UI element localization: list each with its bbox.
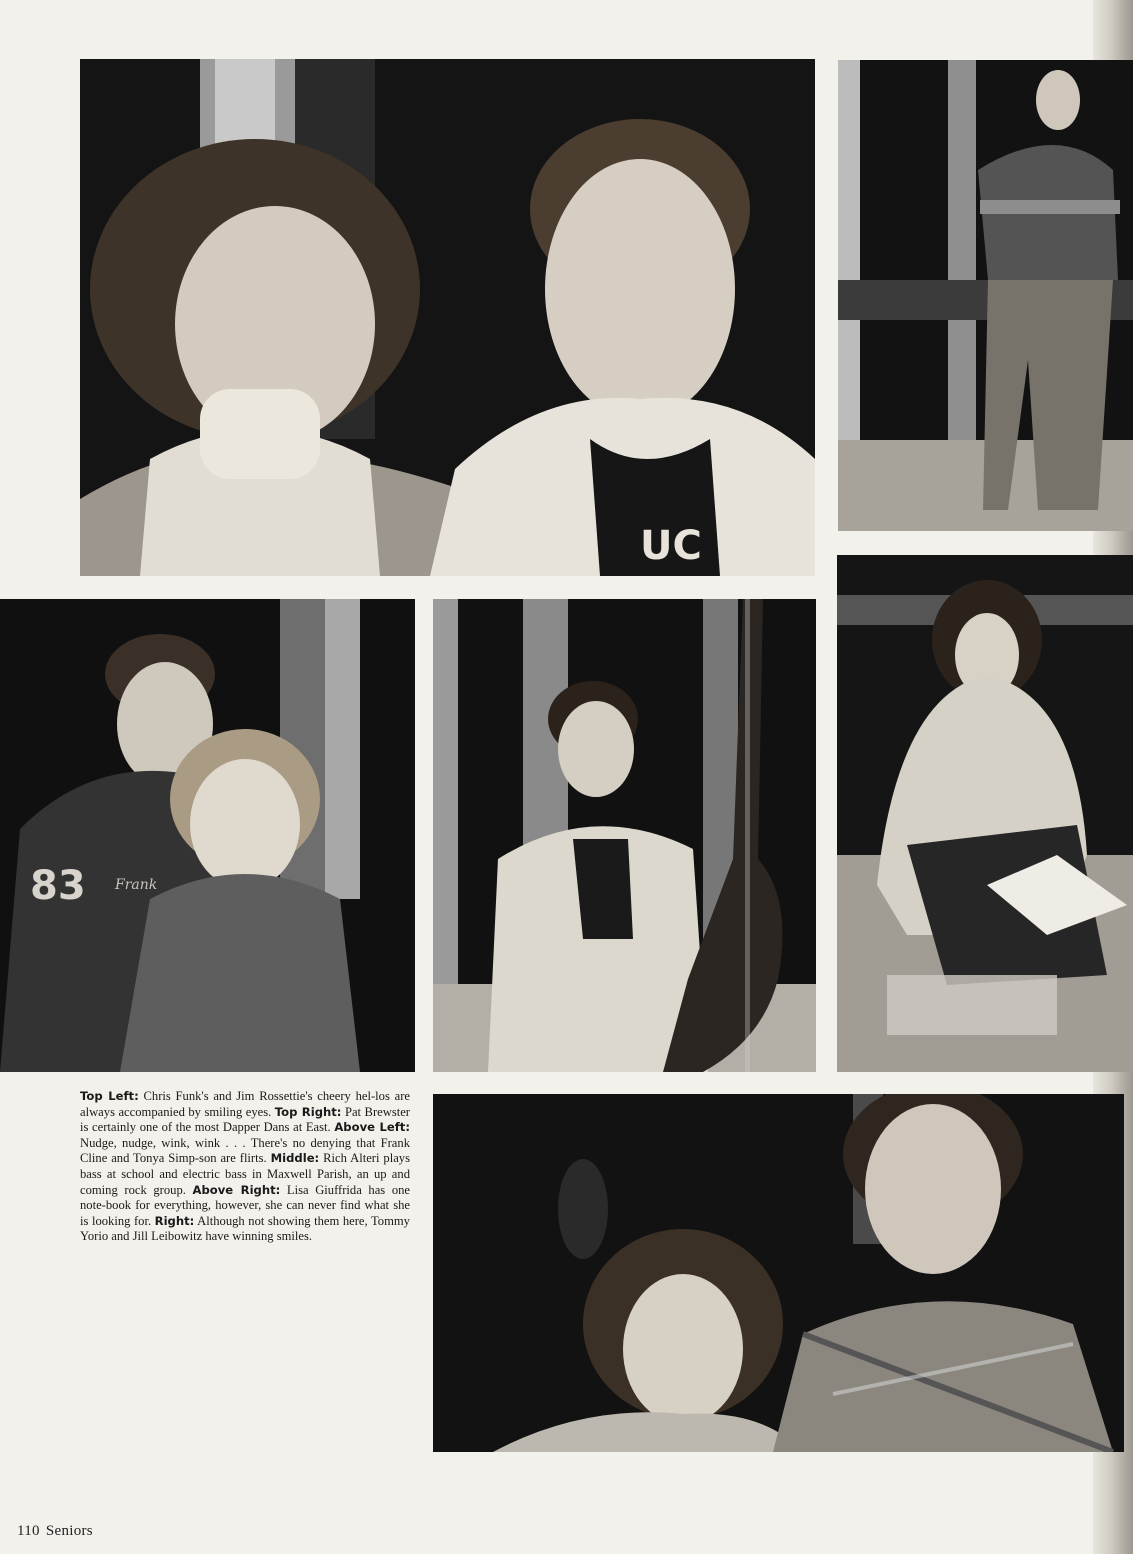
photo-top-right: [838, 60, 1133, 531]
jacket-name: Frank: [115, 877, 158, 893]
jacket-text: UC SS: [640, 523, 772, 569]
caption-text-top-left: Chris Funk's and Jim Rossettie's cheery hel-los are always accompanied by smiling eyes.: [80, 1089, 410, 1119]
photo-top-left: [80, 59, 815, 576]
photo-above-left: [0, 599, 415, 1072]
photo-above-right: [837, 555, 1133, 1072]
caption-text-above-right: Lisa Giuffrida has one note-book for everything, however, she can never find what she is looking for.: [80, 1182, 411, 1228]
caption-label-top-left: Top Left:: [80, 1089, 139, 1103]
caption-label-middle: Middle:: [270, 1151, 320, 1166]
caption-label-above-right: Above Right:: [192, 1182, 281, 1197]
caption-label-top-right: Top Right:: [274, 1104, 342, 1119]
photo-right: [433, 1094, 1124, 1452]
caption-label-above-left: Above Left:: [334, 1120, 410, 1135]
caption-text-right: Although not showing them here, Tommy Yorio and Jill Leibowitz have winning smiles.: [80, 1213, 410, 1244]
page-folio: [17, 1523, 93, 1540]
caption-text-middle: Rich Alteri plays bass at school and electric bass in Maxwell Parish, an up and coming rock group.: [80, 1151, 410, 1197]
caption-label-right: Right:: [154, 1213, 195, 1228]
photo-middle: [433, 599, 816, 1072]
section-name: Seniors: [45, 1523, 93, 1539]
caption-text-above-left: Nudge, nudge, wink, wink . . . There's no denying that Frank Cline and Tonya Simp-son are flirts.: [80, 1135, 410, 1166]
jacket-number: 83: [30, 863, 86, 909]
caption-text-top-right: Pat Brewster is certainly one of the most Dapper Dans at East.: [80, 1104, 411, 1135]
photo-caption: [80, 1089, 410, 1245]
page-number: 110: [17, 1523, 40, 1539]
